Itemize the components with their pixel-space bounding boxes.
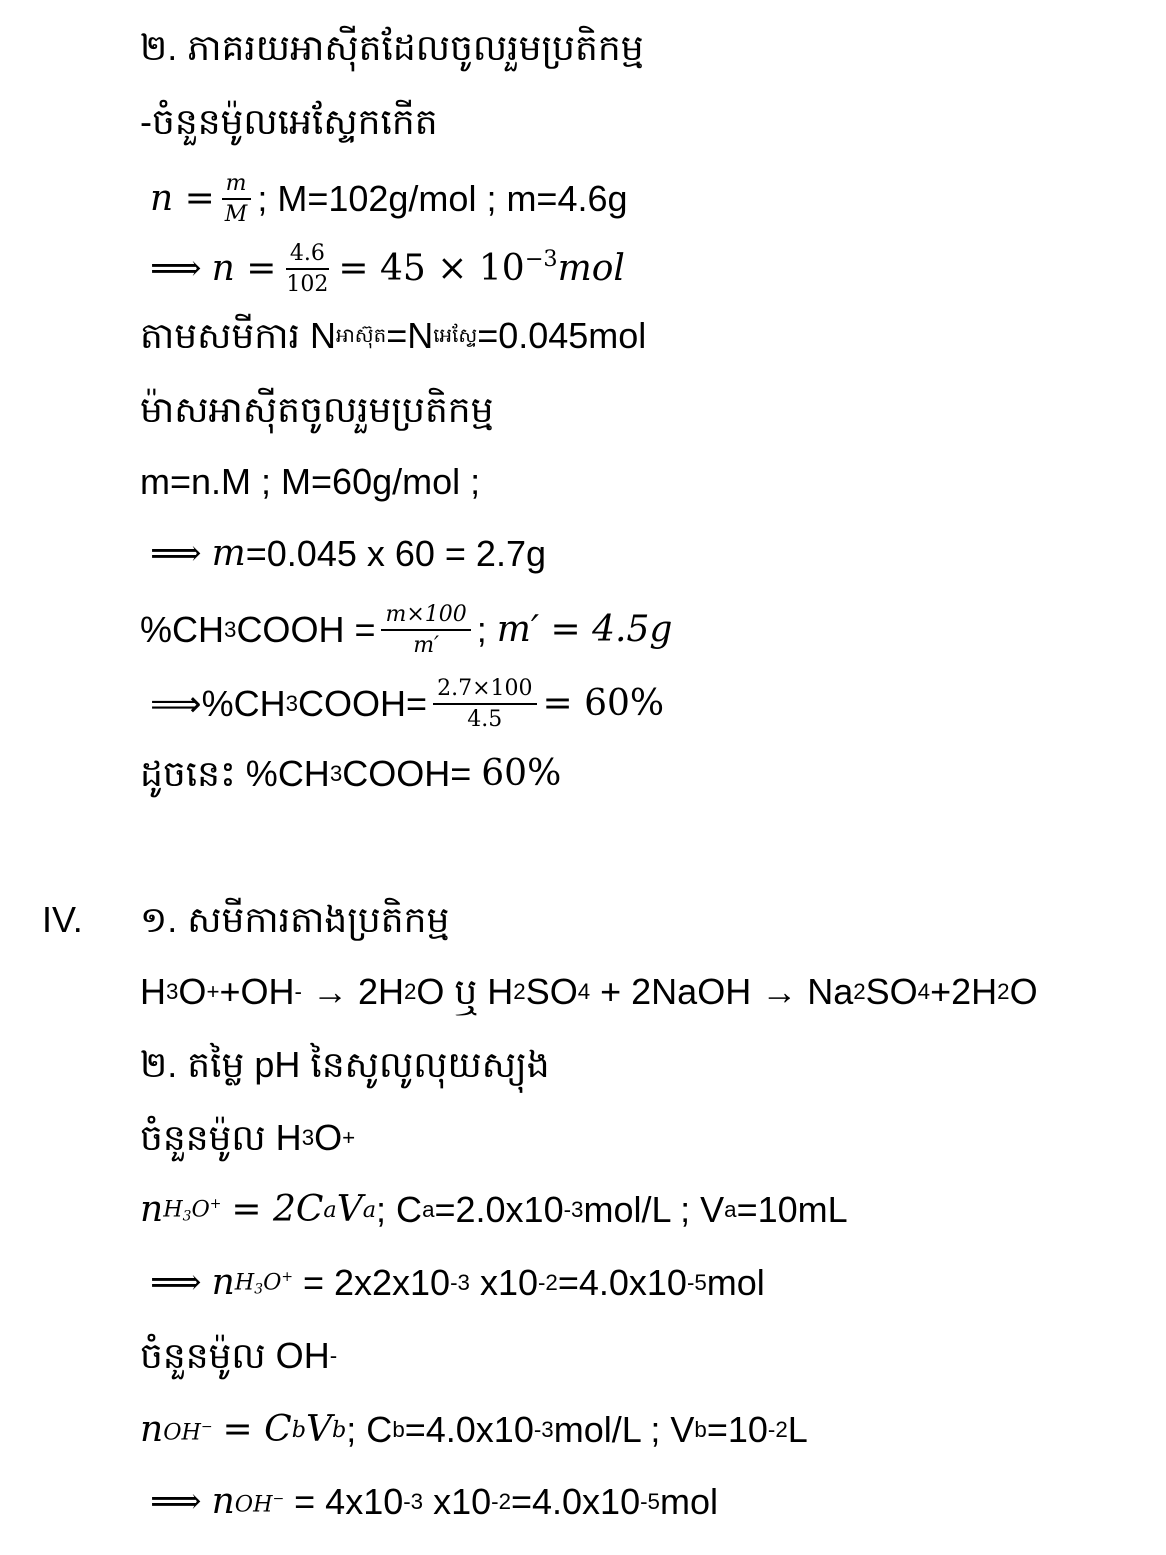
ester-moles-label bbox=[140, 100, 438, 144]
heading-text: ១. សមីការតាងប្រតិកម្ម bbox=[140, 899, 450, 940]
fraction-numerator: 2.7×100 bbox=[433, 677, 536, 705]
equation-ratio-line: តាមសមីការ N អាស៊ុត =N អេស្ទែ =0.045mol bbox=[140, 315, 647, 356]
heading-text: ២. ភាគរយអាស៊ីតដែលចូលរួមប្រតិកម្ម bbox=[140, 27, 644, 68]
implies-arrow: ⟹ bbox=[150, 248, 202, 289]
heading-text: ២. តម្លៃ pH នៃសូលូលុយស្យុង bbox=[140, 1044, 550, 1085]
formula-n: n = bbox=[150, 178, 215, 219]
fraction-denominator: 4.5 bbox=[467, 707, 503, 732]
mass-m: m bbox=[211, 533, 246, 574]
percent-calculation: ⟹%CH 3 COOH= $\frac{2.7\times 100}{4.5}$ = 60% bbox=[150, 675, 665, 732]
pct-label: %CH bbox=[140, 609, 225, 650]
pct-result: = 60% bbox=[542, 683, 665, 724]
mass-formula bbox=[140, 460, 480, 504]
n-equals: n = bbox=[211, 248, 277, 289]
label-text: -ចំនួនម៉ូលអេស្ទែកកើត bbox=[140, 101, 438, 142]
fraction-numerator: m×100 bbox=[381, 603, 470, 631]
fraction-m-over-M bbox=[221, 172, 252, 226]
formula-n-equals-m-over-M bbox=[140, 165, 628, 233]
section-heading-acid-percent bbox=[140, 26, 644, 70]
n-oh-formula: n OH− = C b V b ; C b =4.0x10 -3 mol/L ; V b =10 -2 L bbox=[140, 1409, 808, 1450]
eq-prefix: តាមសមីការ N bbox=[140, 315, 336, 356]
n-h3o-calculation: ⟹ n $H_3O^+$ = 2x2x10 -3 x10 -2 =4.0x10 -5 mol bbox=[150, 1262, 765, 1303]
fraction-denominator: m′ bbox=[413, 633, 440, 658]
conclusion-line: ដូចនេះ %CH 3 COOH= 60% bbox=[140, 753, 562, 794]
n-result: = $45 \times 10^{-3}$ bbox=[338, 246, 558, 289]
ph-heading bbox=[140, 1043, 550, 1087]
percent-formula: %CH 3 COOH = $\frac{m\times 100}{m'}$ ; m′ = 4.5g bbox=[140, 601, 673, 658]
n-oh-calculation: ⟹ n OH− = 4x10 -3 x10 -2 =4.0x10 -5 mol bbox=[150, 1481, 718, 1522]
fraction-denominator: 102 bbox=[286, 272, 329, 297]
n-result-unit: mol bbox=[557, 248, 625, 289]
fraction-2.7x100-over-4.5 bbox=[433, 677, 536, 731]
mass-calculation bbox=[140, 532, 546, 576]
fraction-numerator: m bbox=[222, 172, 251, 200]
mass-calc: =0.045 x 60 = 2.7g bbox=[245, 533, 547, 574]
roman-numeral-iv: IV. bbox=[42, 899, 83, 940]
oh-moles-label: ចំនួនម៉ូល OH - bbox=[140, 1335, 338, 1376]
given-values: ; M=102g/mol ; m=4.6g bbox=[257, 178, 628, 219]
reaction-arrow: → bbox=[311, 971, 348, 1012]
pct-calc-label: ⟹%CH bbox=[150, 683, 286, 724]
eq-mid: =N bbox=[386, 315, 434, 356]
fraction-4.6-over-102 bbox=[282, 242, 332, 296]
implies-arrow: ⟹ bbox=[150, 533, 202, 574]
n-calculation bbox=[140, 235, 625, 303]
conclusion-label: ដូចនេះ %CH bbox=[140, 753, 330, 794]
reaction-equation: H 3 O + +OH - → 2H 2 O ឬ H 2 SO 4 + 2NaOH → Na 2 SO 4 +2H 2 O bbox=[140, 971, 1038, 1012]
n-h3o-formula: n $H_3O^+$ = 2C a V a ; C a =2.0x10 -3 mol/L ; V a =10mL bbox=[140, 1189, 848, 1230]
or-word: ឬ bbox=[454, 971, 478, 1012]
separator: ; bbox=[476, 609, 487, 650]
acid-mass-label bbox=[140, 388, 494, 432]
formula-text: m=n.M ; M=60g/mol ; bbox=[140, 461, 481, 502]
eq-value: =0.045mol bbox=[477, 315, 647, 356]
label-text: ម៉ាសអាស៊ីតចូលរួមប្រតិកម្ម bbox=[140, 389, 494, 430]
section-heading-reaction-equation bbox=[140, 898, 449, 942]
h3o-moles-label: ចំនួនម៉ូល H 3 O + bbox=[140, 1117, 356, 1158]
fraction-m100-over-mprime bbox=[381, 603, 470, 657]
fraction-numerator: 4.6 bbox=[286, 242, 329, 270]
mprime-value: m′ = 4.5g bbox=[496, 609, 673, 650]
conclusion-value: 60% bbox=[481, 753, 562, 794]
fraction-denominator: M bbox=[224, 202, 248, 227]
